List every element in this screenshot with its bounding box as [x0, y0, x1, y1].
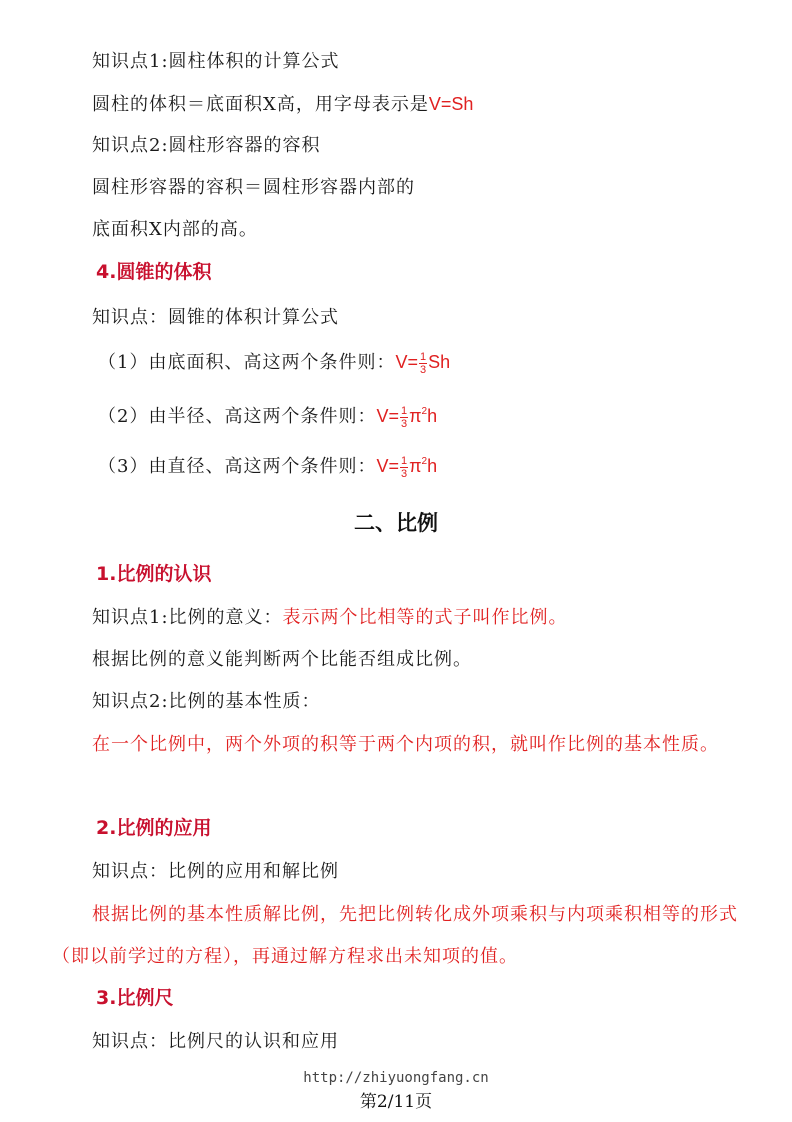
fraction-numerator: 1: [419, 350, 427, 363]
fraction-numerator: 1: [400, 454, 408, 467]
formula-exponent: 2: [421, 456, 428, 467]
formula-rest: Sh: [428, 352, 451, 372]
ratio-property-label: 知识点2:比例的基本性质：: [92, 691, 321, 712]
ratio-judgement-line: 根据比例的意义能判断两个比能否组成比例。: [92, 649, 472, 670]
cone-formula-item-3-text: （3）由直径、高这两个条件则：: [98, 456, 377, 477]
cylinder-volume-formula: V=Sh: [428, 94, 474, 114]
ratio-meaning-definition: 表示两个比相等的式子叫作比例。: [282, 607, 568, 628]
cone-formula-item-1: [98, 350, 450, 376]
scale-heading: 3.比例尺: [96, 987, 174, 1009]
knowledge-point-1: 知识点1:圆柱体积的计算公式: [92, 51, 340, 72]
cone-formula-item-2: [98, 400, 437, 430]
formula-tail: h: [427, 406, 438, 426]
ratio-meaning-line: [92, 606, 568, 630]
formula-prefix: V=: [376, 456, 399, 476]
ratio-application-heading: 2.比例的应用: [96, 817, 212, 839]
solve-ratio-paragraph: 根据比例的基本性质解比例，先把比例转化成外项乘积与内项乘积相等的形式（即以前学过的方程），再通过解方程求出未知项的值。: [52, 904, 738, 967]
fraction: [400, 455, 408, 480]
formula-tail: h: [427, 456, 438, 476]
ratio-property-definition: 在一个比例中，两个外项的积等于两个内项的积，就叫作比例的基本性质。: [92, 734, 719, 755]
cone-knowledge-point: 知识点：圆锥的体积计算公式: [92, 307, 339, 328]
cone-formula-1: [395, 350, 451, 376]
knowledge-point-2: 知识点2:圆柱形容器的容积: [92, 135, 321, 156]
page-number: 第2/11页: [359, 1092, 433, 1112]
fraction: [400, 405, 408, 430]
footer-url-watermark: http://zhiyuongfang.cn: [303, 1070, 489, 1086]
formula-pi: π: [409, 456, 422, 476]
cylinder-volume-line: [92, 92, 473, 117]
cone-formula-item-2-text: （2）由半径、高这两个条件则：: [98, 406, 377, 427]
fraction-denominator: 3: [400, 467, 408, 480]
cone-formula-2: [376, 404, 438, 430]
cone-formula-3: [376, 454, 438, 480]
cone-formula-item-3: [98, 450, 437, 480]
formula-prefix: V=: [395, 352, 418, 372]
cylinder-volume-text: 圆柱的体积＝底面积X高，用字母表示是: [92, 94, 429, 115]
ratio-recognition-heading: 1.比例的认识: [96, 563, 212, 585]
section-title-ratio: 二、比例: [354, 511, 438, 535]
fraction-denominator: 3: [400, 417, 408, 430]
cone-volume-heading: 4.圆锥的体积: [96, 261, 212, 283]
formula-pi: π: [409, 406, 422, 426]
cone-formula-item-1-text: （1）由底面积、高这两个条件则：: [98, 352, 396, 373]
formula-exponent: 2: [421, 406, 428, 417]
fraction-denominator: 3: [419, 363, 427, 376]
ratio-application-point: 知识点：比例的应用和解比例: [92, 861, 339, 882]
fraction: [419, 351, 427, 376]
ratio-meaning-label: 知识点1:比例的意义：: [92, 607, 283, 628]
container-volume-line-2: 底面积X内部的高。: [92, 219, 258, 240]
formula-prefix: V=: [376, 406, 399, 426]
scale-knowledge-point: 知识点：比例尺的认识和应用: [92, 1031, 339, 1052]
container-volume-line-1: 圆柱形容器的容积＝圆柱形容器内部的: [92, 177, 415, 198]
fraction-numerator: 1: [400, 404, 408, 417]
